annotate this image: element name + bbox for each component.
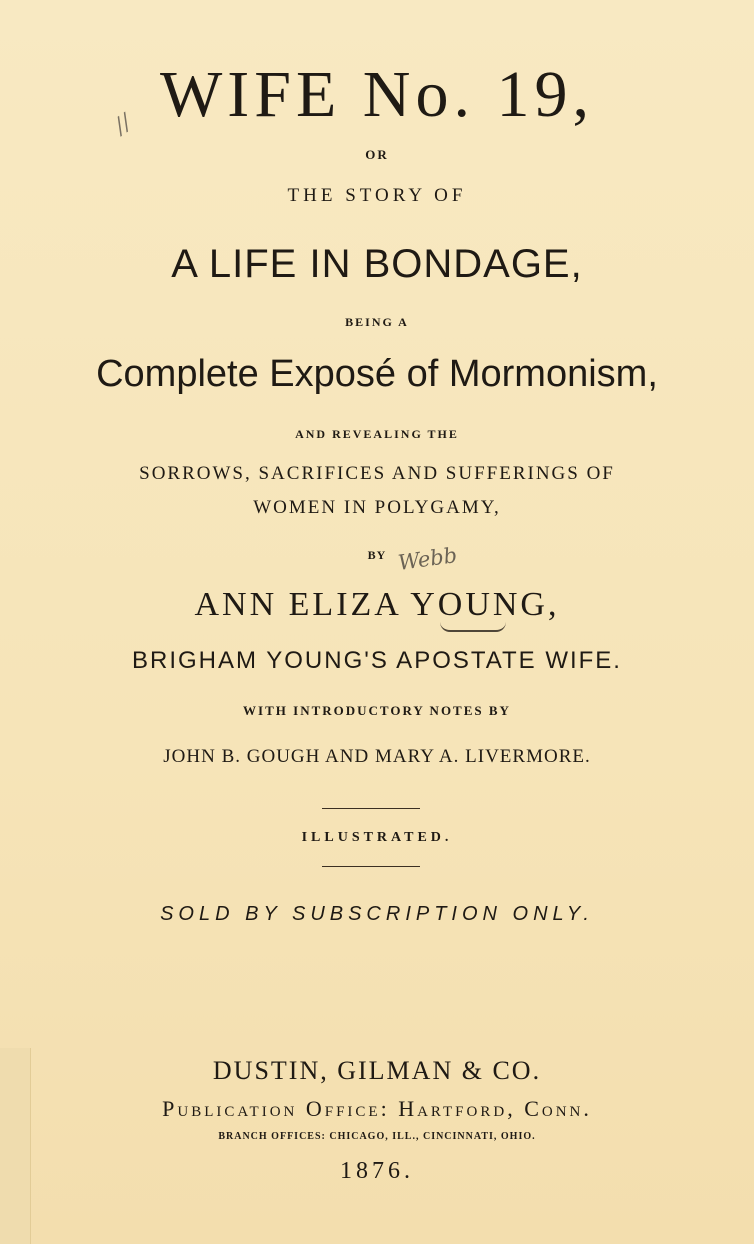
by-line: BY (367, 548, 387, 562)
intro-notes-line: WITH INTRODUCTORY NOTES BY (243, 703, 511, 718)
revealing-line: AND REVEALING THE (295, 427, 459, 441)
expose-subtitle: Complete Exposé of Mormonism, (96, 353, 658, 395)
divider-rule-top (322, 808, 420, 809)
publication-year: 1876. (340, 1158, 414, 1184)
being-a-line: BEING A (345, 315, 409, 329)
handwritten-tick-mark: // (109, 110, 137, 140)
main-subtitle: A LIFE IN BONDAGE, (171, 242, 583, 286)
or-connector: OR (365, 147, 389, 162)
author-description: BRIGHAM YOUNG'S APOSTATE WIFE. (132, 647, 622, 674)
handwritten-underline (440, 622, 506, 632)
divider-rule-bottom (322, 866, 420, 867)
publisher-name: DUSTIN, GILMAN & CO. (212, 1056, 542, 1085)
illustrated-label: ILLUSTRATED. (301, 830, 453, 845)
subscription-notice: SOLD BY SUBSCRIPTION ONLY. (160, 903, 594, 925)
women-line: WOMEN IN POLYGAMY, (253, 497, 501, 518)
publication-office: Publication Office: Hartford, Conn. (162, 1096, 592, 1121)
story-of-line: THE STORY OF (287, 185, 467, 206)
sorrows-line: SORROWS, SACRIFICES AND SUFFERINGS OF (139, 463, 615, 484)
handwritten-annotation: Webb (396, 543, 459, 576)
branch-offices: BRANCH OFFICES: CHICAGO, ILL., CINCINNATI, OHIO. (218, 1131, 536, 1142)
intro-authors: JOHN B. GOUGH AND MARY A. LIVERMORE. (163, 746, 591, 767)
author-name: ANN ELIZA YOUNG, (194, 586, 560, 623)
book-title: WIFE No. 19, (160, 58, 594, 131)
